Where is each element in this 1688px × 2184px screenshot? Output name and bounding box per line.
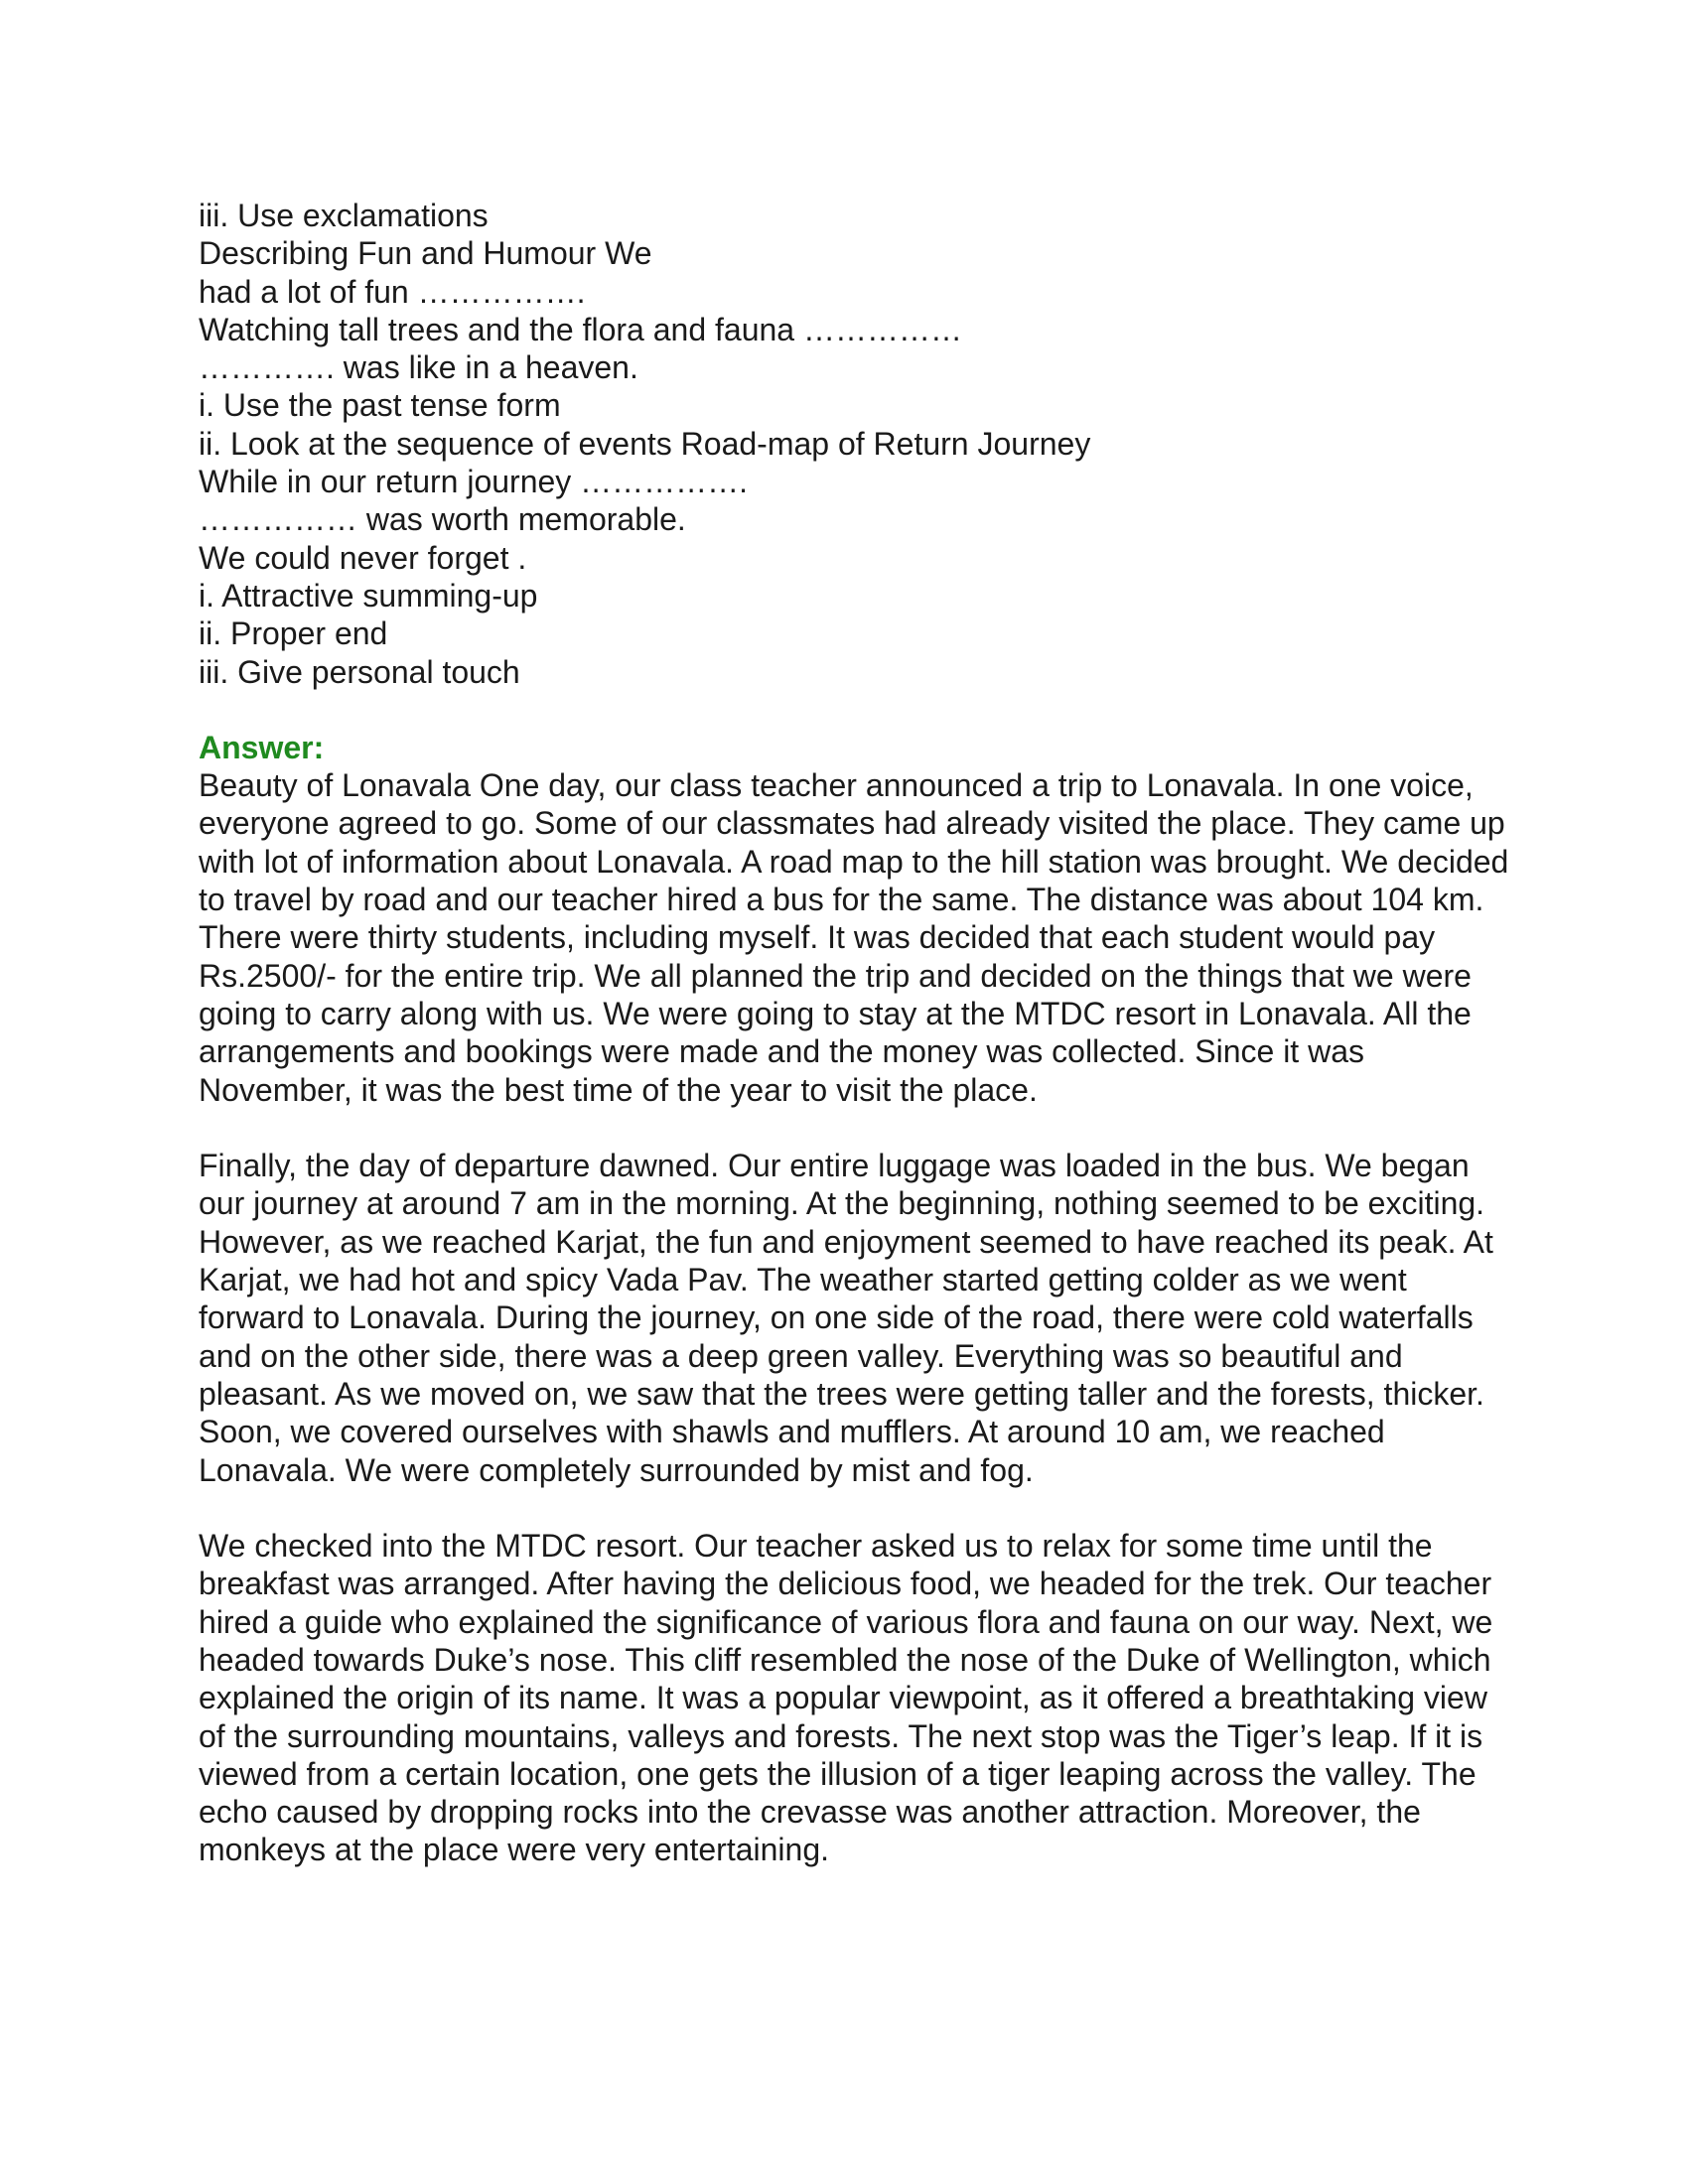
answer-heading: Answer: <box>199 729 325 765</box>
prompt-line: i. Use the past tense form <box>199 387 561 424</box>
answer-paragraph-1: Beauty of Lonavala One day, our class teacher announced a trip to Lonavala. In one voice, everyone agreed to go. Some of our classmates had already visited the place. They came up with lot of information about Lonavala. A road map to the hill station was brought. We decided to travel by road and our teacher hired a bus for the same. The distance was about 104 km. There were thirty students, including myself. It was decided that each student would pay Rs.2500/- for the entire trip. We all planned the trip and decided on the things that we were going to carry along with us. We were going to stay at the MTDC resort in Lonavala. All the arrangements and bookings were made and the money was collected. Since it was November, it was the best time of the year to visit the place. <box>199 767 1509 1108</box>
answer-paragraph-2: Finally, the day of departure dawned. Our entire luggage was loaded in the bus. We began our journey at around 7 am in the morning. At the beginning, nothing seemed to be exciting. However, as we reached Karjat, the fun and enjoyment seemed to have reached its peak. At Karjat, we had hot and spicy Vada Pav. The weather started getting colder as we went forward to Lonavala. During the journey, on one side of the road, there were cold waterfalls and on the other side, there was a deep green valley. Everything was so beautiful and pleasant. As we moved on, we saw that the trees were getting taller and the forests, thicker. Soon, we covered ourselves with shawls and mufflers. At around 10 am, we reached Lonavala. We were completely surrounded by mist and fog. <box>199 1148 1493 1488</box>
prompt-line: While in our return journey ……………. <box>199 464 749 500</box>
prompt-line: We could never forget . <box>199 539 527 576</box>
prompt-line: Describing Fun and Humour We <box>199 235 652 272</box>
prompt-line: Watching tall trees and the flora and fauna …………… <box>199 311 962 347</box>
prompt-line: i. Attractive summing-up <box>199 577 538 614</box>
prompt-line: iii. Give personal touch <box>199 653 520 690</box>
prompt-line: iii. Use exclamations <box>199 198 489 233</box>
prompt-line: had a lot of fun ……………. <box>199 273 586 310</box>
prompt-line: ii. Proper end <box>199 615 388 652</box>
answer-paragraph-3: We checked into the MTDC resort. Our teacher asked us to relax for some time until the breakfast was arranged. After having the delicious food, we headed for the trek. Our teacher hired a guide who explained the significance of various flora and fauna on our way. Next, we headed towards Duke’s nose. This cliff resembled the nose of the Duke of Wellington, which explained the origin of its name. It was a popular viewpoint, as it offered a breathtaking view of the surrounding mountains, valleys and forests. The next stop was the Tiger’s leap. If it is viewed from a certain location, one gets the illusion of a tiger leaping across the valley. The echo caused by dropping rocks into the crevasse was another attraction. Moreover, the monkeys at the place were very entertaining. <box>199 1528 1493 1868</box>
document-page <box>199 197 1509 1869</box>
prompt-line: …………. was like in a heaven. <box>199 349 638 386</box>
prompt-line: ii. Look at the sequence of events Road-map of Return Journey <box>199 425 1091 462</box>
prompt-line: …………… was worth memorable. <box>199 501 686 538</box>
prompt-lines <box>199 197 1509 691</box>
